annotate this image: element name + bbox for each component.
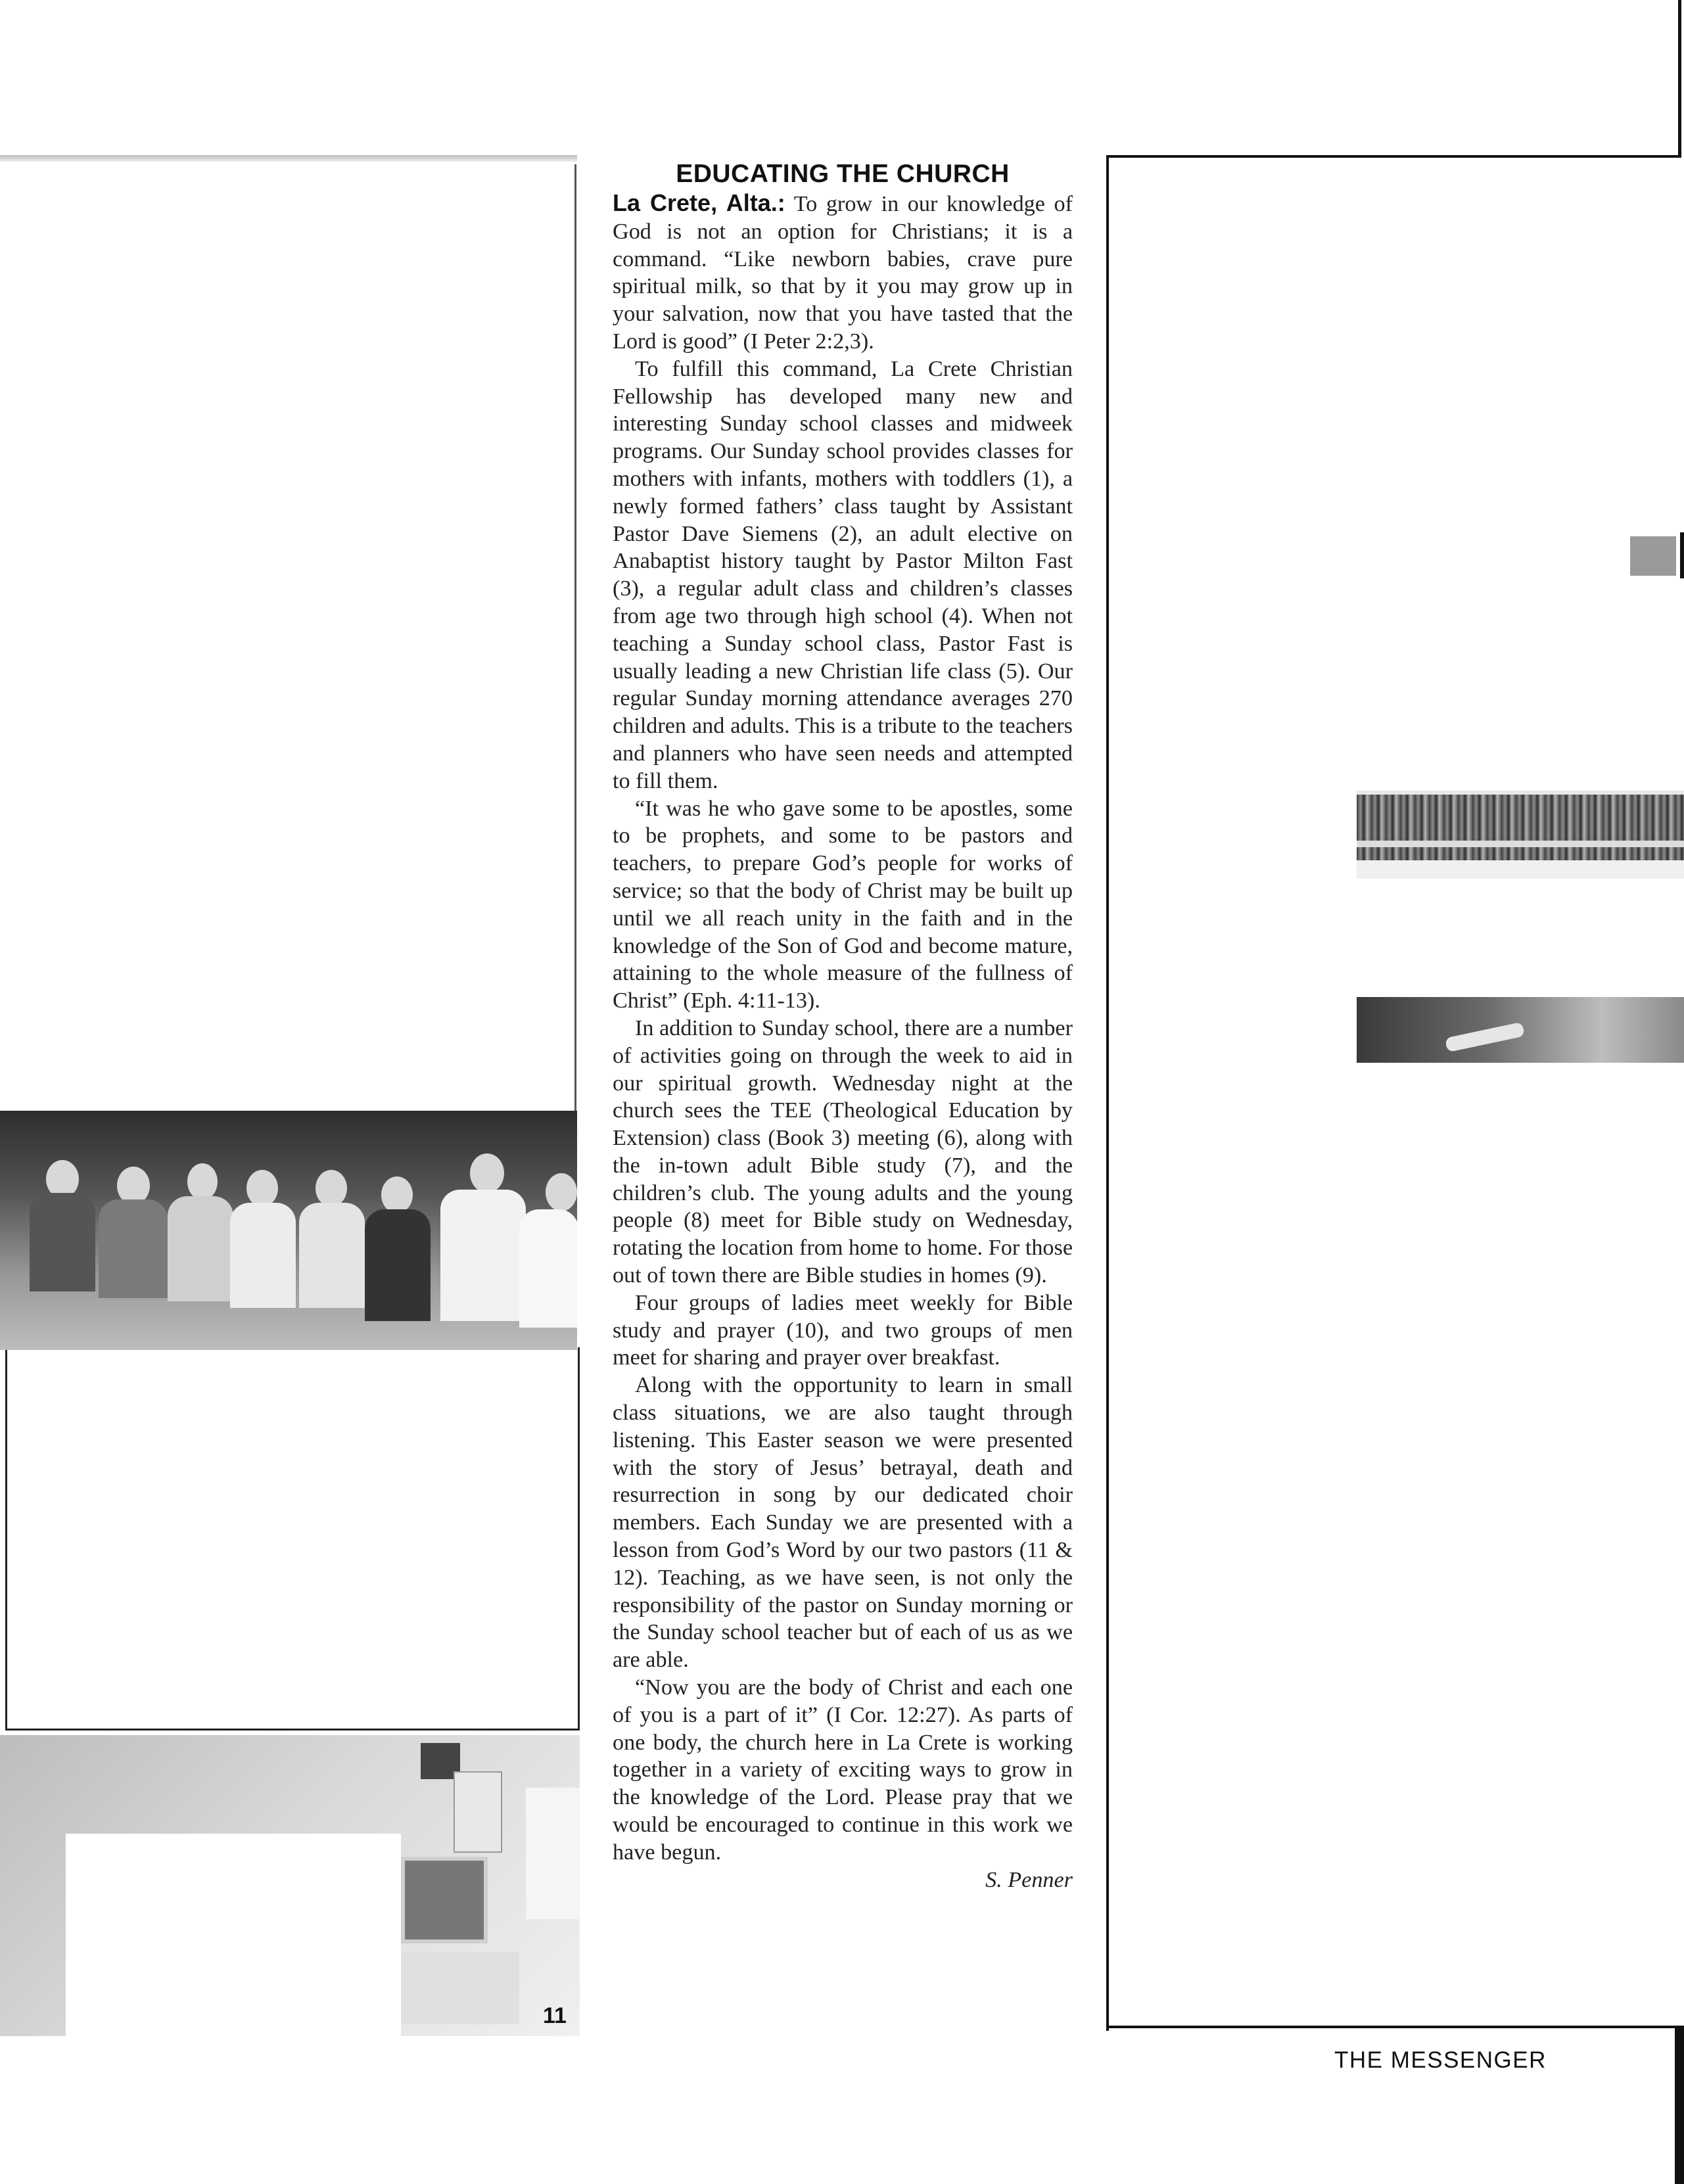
office-photo (0, 1735, 580, 2036)
article-paragraph-2: To fulfill this command, La Crete Christian Fellowship has developed many new and interesting Sunday school classes and midweek programs. Our Sunday school provides classes for mothers with infants, mothers with toddlers (1), a newly formed fathers’ class taught by Assistant Pastor Dave Siemens (2), an adult elective on Anabaptist history taught by Pastor Milton Fast (3), a regular adult class and children’s classes from age two through high school (4). When not teaching a Sunday school class, Pastor Fast is usually leading a new Christian life class (5). Our regular Sunday morning attendance averages 270 children and adults. This is a tribute to the teachers and planners who have seen needs and attempted to fill them. (613, 356, 1073, 793)
left-text-box (5, 1347, 580, 1731)
article-paragraph-4: In addition to Sunday school, there are a number of activities going on through the week to aid in our spiritual growth. Wednesday night at the church sees the TEE (Theological Education by Extension) class (Book 3) meeting (6), along with the in-town adult Bible study (7), and the children’s club. The young adults and the young people (8) meet for Bible study on Wednesday, rotating the location from home to home. For those out of town there are Bible studies in homes (9). (613, 1015, 1073, 1288)
group-photo (0, 1111, 577, 1350)
article-paragraph-6: Along with the opportunity to learn in small class situations, we are also taught through listening. This Easter season we were presented with the story of Jesus’ betrayal, death and resurrection in song by our dedicated choir members. Each Sunday we are presented with a lesson from God’s Word by our two pastors (11 & 12). Teaching, as we have seen, is not only the responsibility of the pastor on Sunday morning or the Sunday school teacher but of each of us as we are able. (613, 1373, 1073, 1673)
page-number: 11 (543, 2003, 567, 2028)
right-edge-tab (1680, 532, 1684, 578)
top-frame-line (0, 155, 577, 162)
article-signature: S. Penner (985, 1867, 1073, 1892)
top-right-frame-hline (1106, 155, 1680, 158)
article-paragraph-5: Four groups of ladies meet weekly for Bible study and prayer (10), and two groups of men meet for sharing and prayer over breakfast. (613, 1290, 1073, 1370)
top-right-frame-line (1678, 0, 1681, 158)
left-column-rule (574, 164, 576, 1111)
article-title: EDUCATING THE CHURCH (676, 160, 1010, 188)
right-edge-thumb (1630, 536, 1676, 576)
right-column-rule (1106, 158, 1109, 2031)
hands-photo (1357, 997, 1684, 1063)
article-paragraph-3: “It was he who gave some to be apostles, some to be prophets, and some to be pastors and teachers, to prepare God’s people for works of service; so that the body of Christ may be built up until we all reach unity in the faith and in the knowledge of the Son of God and become mature, attaining to the whole measure of the fullness of Christ” (Eph. 4:11-13). (613, 796, 1073, 1013)
article-location: La Crete, Alta.: (613, 189, 785, 216)
article (613, 159, 1073, 1894)
right-panel-bottom-rule (1106, 2026, 1684, 2028)
article-paragraph-7: “Now you are the body of Christ and each one of you is a part of it” (I Cor. 12:27). As parts of one body, the church here in La Crete is working together in a variety of exciting ways to grow in the knowledge of the Lord. Please pray that we would be encouraged to continue in this work we have begun. (613, 1675, 1073, 1865)
article-paragraph-1 (613, 189, 1073, 356)
article-paragraph-1-text: To grow in our knowledge of God is not an option for Christians; it is a command. “Like newborn babies, crave pure spiritual milk, so that by it you may grow up in your salvation, now that you have tasted that the Lord is good” (I Peter 2:2,3). (613, 192, 1073, 354)
publication-title: THE MESSENGER (1334, 2047, 1547, 2073)
right-edge-bottom (1675, 2028, 1684, 2184)
bookshelf-photo (1357, 791, 1684, 879)
